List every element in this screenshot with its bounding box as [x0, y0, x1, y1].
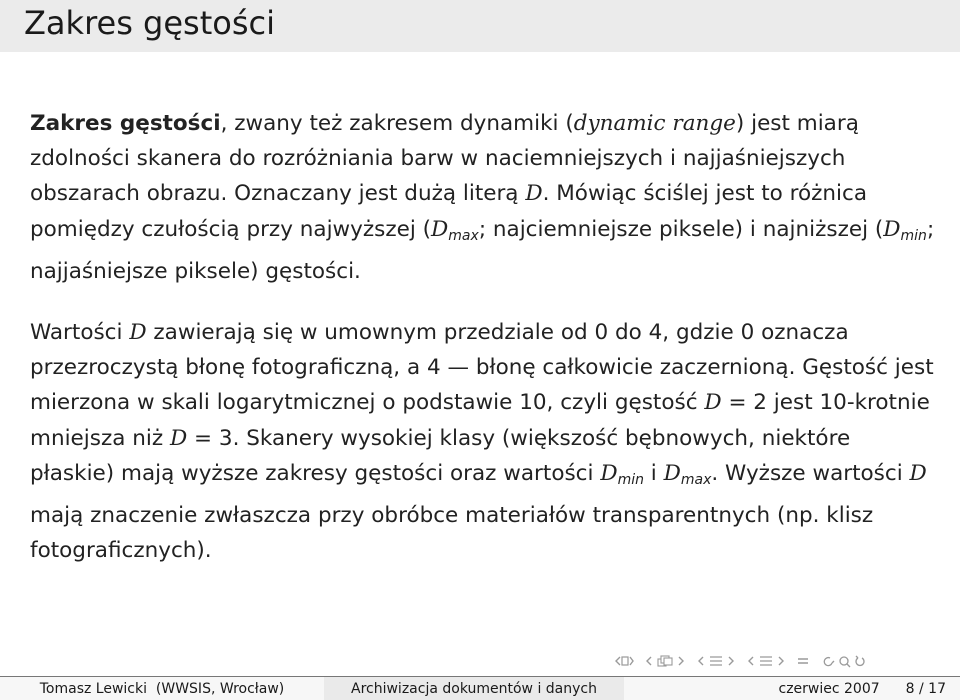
text-run: i: [643, 460, 664, 486]
nav-search-icon[interactable]: [820, 654, 868, 668]
text-run: ; najciemniejsze piksele) i najniższej (: [478, 216, 884, 242]
nav-frame-stack-icon: [656, 654, 674, 668]
math-subscript: min: [900, 227, 927, 244]
math-d-max: [664, 461, 712, 486]
math-d-min: [883, 217, 927, 242]
nav-next-section-icon[interactable]: [776, 654, 786, 668]
math-subscript: max: [680, 471, 712, 488]
title-bar: [0, 0, 960, 52]
text-run: mają znaczenie zwłaszcza przy obróbce materiałów transparentnych (np. klisz fotograficznych).: [30, 503, 874, 564]
math-base: D: [431, 216, 449, 242]
footer-author-text: Tomasz Lewicki (WWSIS, Wrocław): [39, 680, 285, 697]
nav-align-icon[interactable]: [796, 654, 810, 668]
math-d-min: [600, 461, 644, 486]
slide-body: [30, 106, 935, 568]
term-english: dynamic range: [573, 111, 736, 136]
math-symbol-d: D: [909, 460, 927, 486]
beamer-navigation: [614, 650, 874, 672]
text-run: ) jest miarą zdolności skanera do rozróżniania barw w naciemniejszych i najjaśniejszych obszarach obrazu. Oznaczany jest dużą literą: [30, 111, 859, 207]
text-run: zawierają się w umownym przedziale od 0 do 4, gdzie 0 oznacza przezroczystą błonę fotograficzną, a 4 — błonę całkowicie zaczernioną. Gęstość jest mierzona w skali logarytmicznej o podstawie 10, czyli gęstość: [30, 320, 934, 416]
term-bold: Zakres gęstości: [30, 111, 221, 136]
text-run: . Wyższe wartości: [711, 460, 910, 486]
nav-prev-section-icon[interactable]: [746, 654, 756, 668]
text-run: = 2 jest 10-krotnie mniejsza niż: [30, 390, 930, 451]
nav-subsection-icon: [708, 654, 724, 668]
nav-first-icon[interactable]: [614, 654, 634, 668]
math-base: D: [663, 460, 681, 486]
text-run: Wartości: [30, 320, 130, 346]
footer-author: [0, 676, 324, 700]
text-run: . Mówiąc ściślej jest to różnica pomiędzy czułością przy najwyższej (: [30, 181, 868, 242]
paragraph-values: [30, 315, 935, 568]
text-run: , zwany też zakresem dynamiki (: [220, 111, 574, 136]
math-base: D: [883, 216, 901, 242]
footer-title-text: Archiwizacja dokumentów i danych: [351, 680, 597, 697]
nav-prev-frame-icon[interactable]: [644, 654, 654, 668]
math-symbol-d: D: [169, 425, 188, 451]
nav-next-frame-icon[interactable]: [676, 654, 686, 668]
footer-title: [324, 676, 624, 700]
footer-page-number: 8 / 17: [905, 680, 946, 697]
nav-next-subsection-icon[interactable]: [726, 654, 736, 668]
footer-date-page: [624, 676, 960, 700]
text-run: ; najjaśniejsze piksele) gęstości.: [30, 216, 935, 284]
paragraph-definition: [30, 106, 935, 289]
math-symbol-d: D: [525, 181, 543, 207]
math-subscript: max: [448, 227, 479, 244]
page-title: Zakres gęstości: [24, 4, 275, 42]
nav-section-icon: [758, 654, 774, 668]
text-run: = 3. Skanery wysokiej klasy (większość bębnowych, niektóre płaskie) mają wyższe zakresy gęstości oraz wartości: [30, 425, 851, 486]
footer: [0, 676, 960, 700]
footer-date: czerwiec 2007: [778, 680, 880, 697]
math-subscript: min: [617, 471, 644, 488]
math-d-max: [431, 217, 479, 242]
math-base: D: [600, 460, 618, 486]
math-symbol-d: D: [129, 320, 147, 346]
nav-prev-subsection-icon[interactable]: [696, 654, 706, 668]
math-symbol-d: D: [704, 390, 722, 416]
